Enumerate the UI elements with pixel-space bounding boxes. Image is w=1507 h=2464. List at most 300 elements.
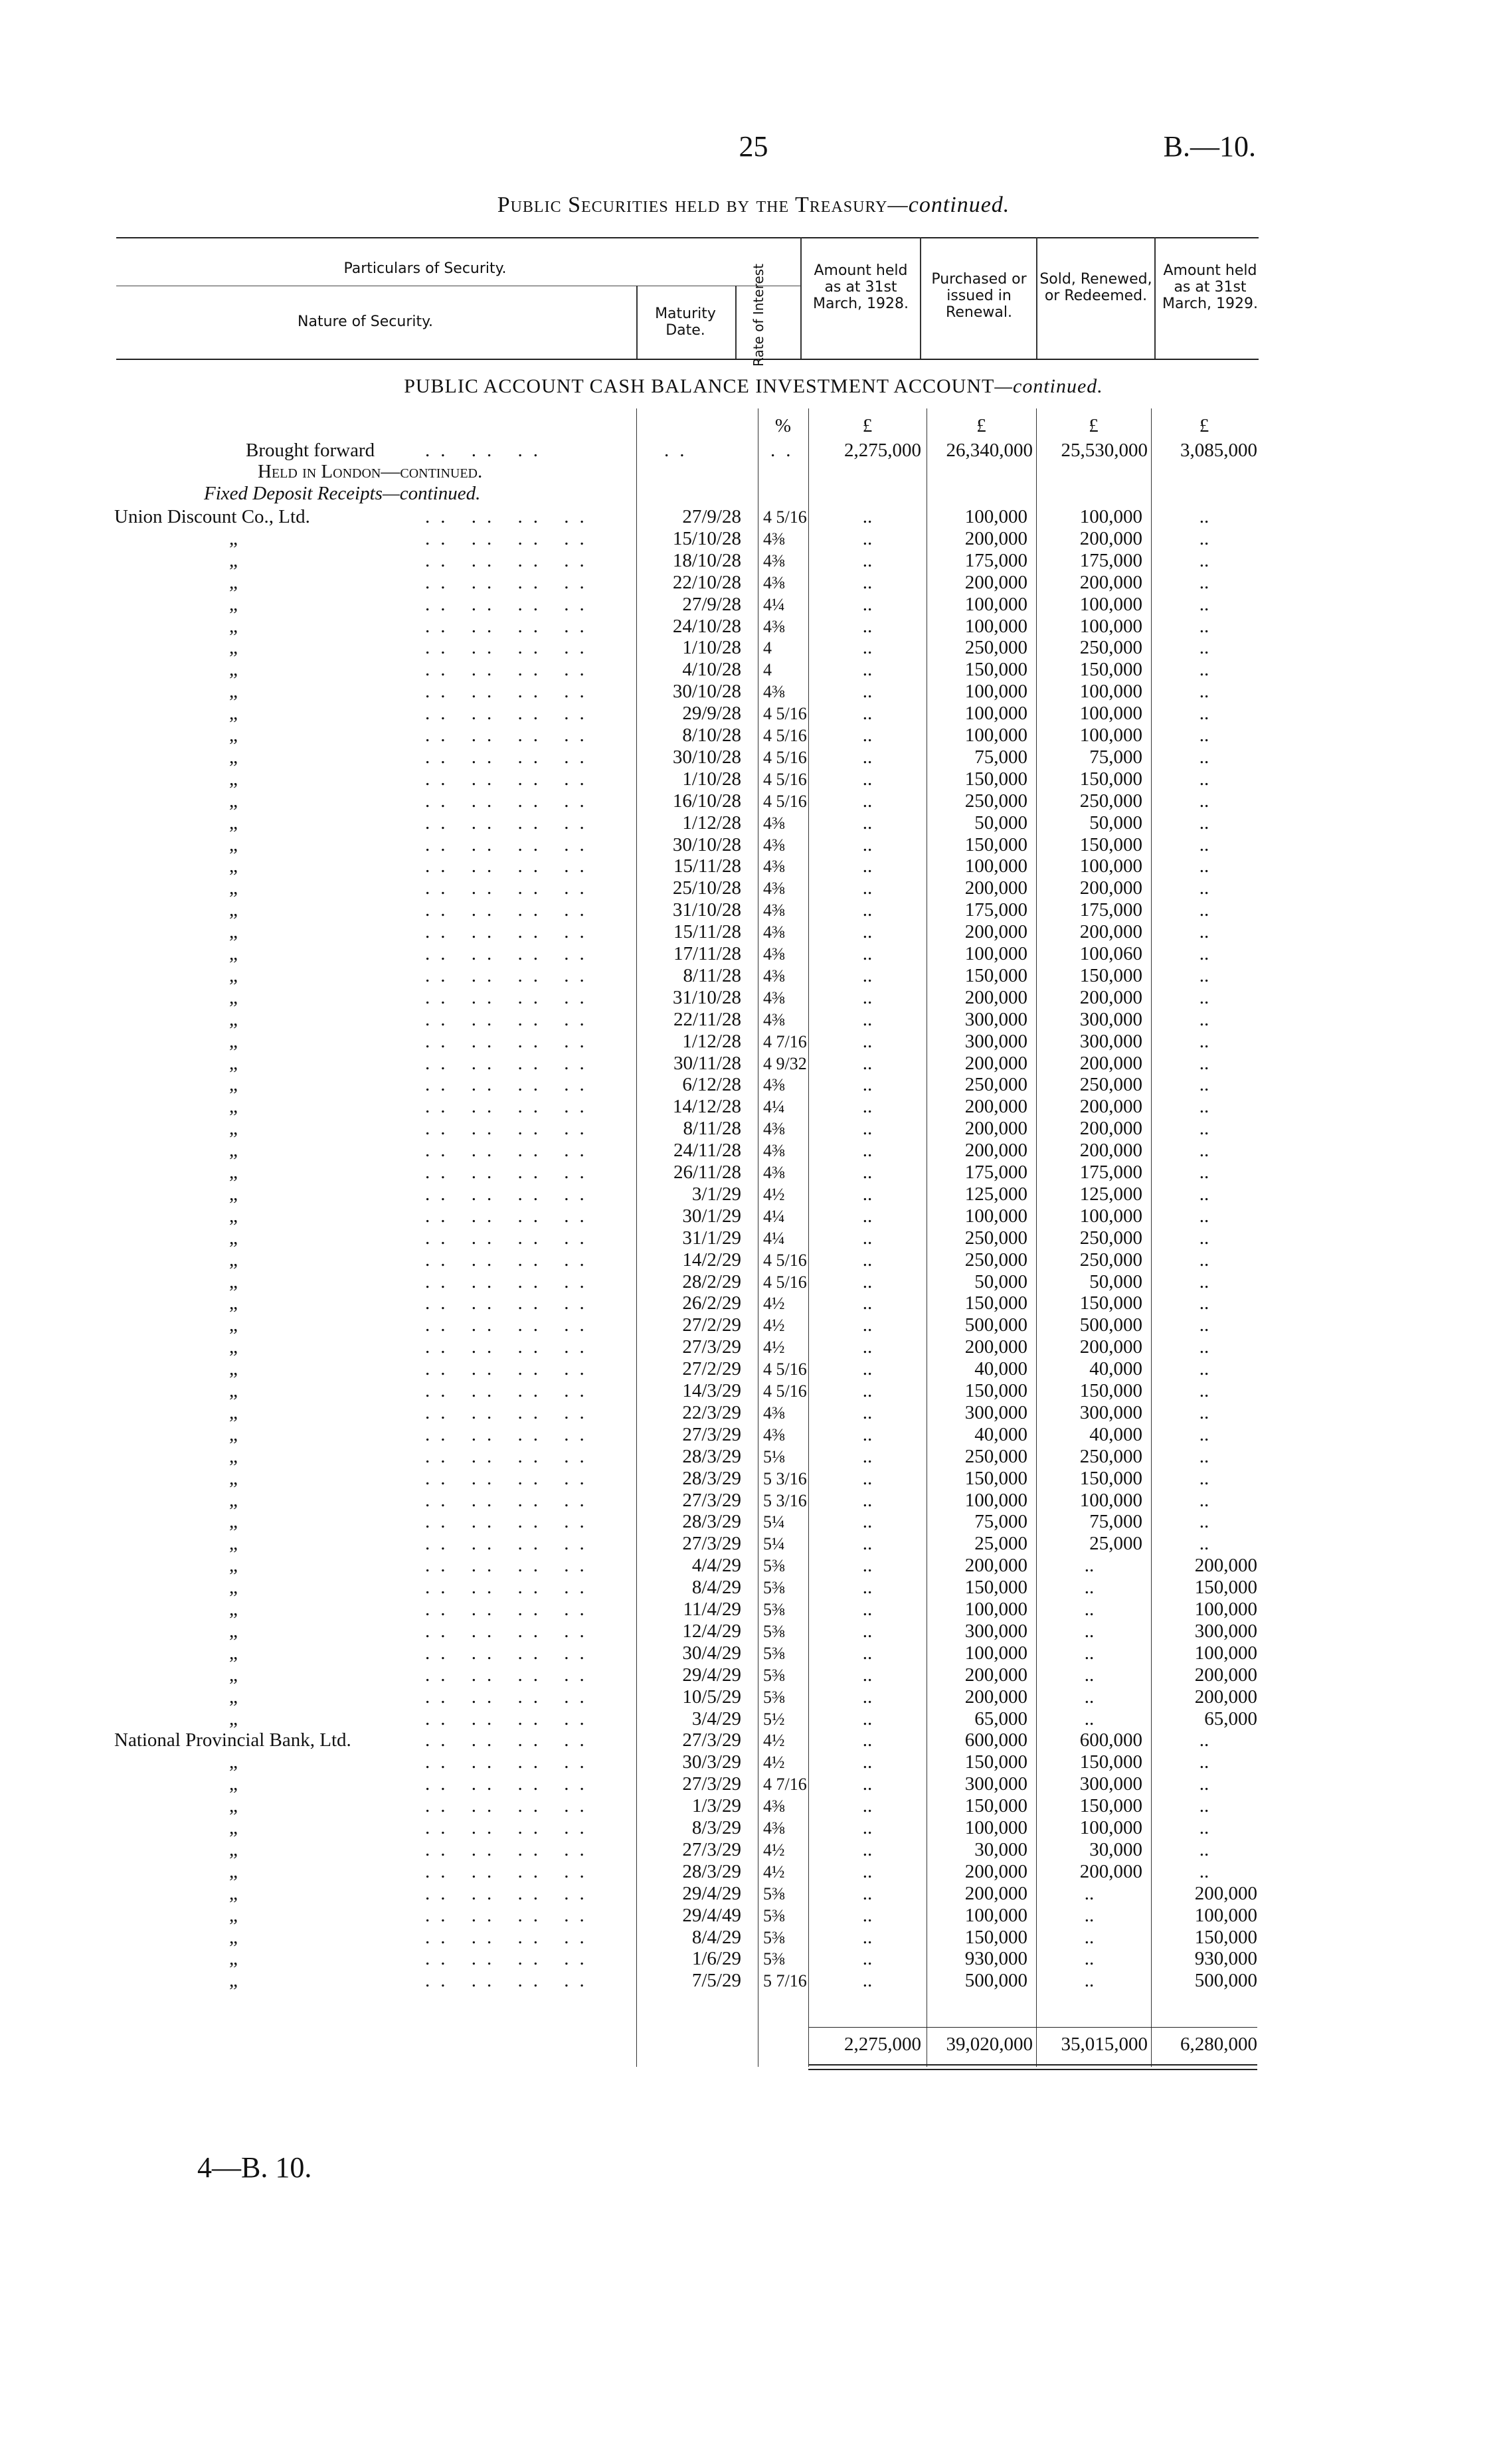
row-purchased: 100,000 [964,725,1027,746]
row-purchased: 100,000 [964,943,1027,964]
row-rate: 4⅜ [763,1163,785,1182]
row-sold: 175,000 [1079,550,1142,571]
row-purchased: 250,000 [964,1249,1027,1271]
row-held-1929: 65,000 [1204,1708,1257,1729]
leader-dots: .. .. .. .. [425,550,595,571]
leader-dots: .. .. .. .. [425,1074,595,1095]
row-held-1928: .. [862,1642,873,1664]
header-divider-3 [800,237,802,359]
row-date: 31/1/29 [682,1227,741,1249]
row-rate: 4 5/16 [763,748,807,767]
leader-dots: .. .. .. .. [425,1927,595,1948]
row-security-name: „ [229,1883,238,1904]
row-rate: 4½ [763,1316,785,1335]
row-rate: 4 5/16 [763,792,807,811]
row-rate: 5¼ [763,1534,785,1553]
row-rate: 4⅜ [763,551,785,571]
row-security-name: „ [229,1948,238,1969]
leader-dots: .. .. .. .. [425,1948,595,1969]
leader-dots: .. .. .. .. [425,1511,595,1532]
row-held-1928: .. [862,921,873,942]
row-purchased: 25,000 [974,1533,1027,1554]
row-date: 27/3/29 [682,1773,741,1795]
row-held-1928: .. [862,1817,873,1838]
row-rate: 4⅜ [763,966,785,986]
row-security-name: „ [229,965,238,986]
row-purchased: 150,000 [964,768,1027,790]
row-held-1928: .. [862,1249,873,1271]
row-rate: 5⅜ [763,1578,785,1597]
leader-dots: .. .. .. .. [425,1118,595,1139]
row-date: 27/2/29 [682,1358,741,1379]
row-purchased: 150,000 [964,1577,1027,1598]
row-date: 27/3/29 [682,1424,741,1445]
col-header-purchased: Purchased or issued in Renewal. [931,271,1027,321]
unit-sold: £ [1089,415,1099,436]
row-purchased: 100,000 [964,616,1027,637]
row-security-name: „ [229,1577,238,1598]
row-rate: 5¼ [763,1512,785,1532]
row-held-1929: .. [1199,1009,1209,1030]
row-date: 30/10/28 [672,747,741,768]
row-sold: 300,000 [1079,1773,1142,1795]
row-date: 8/4/29 [691,1577,741,1598]
row-held-1928: .. [862,1162,873,1183]
leader-dots: .. .. .. .. [425,594,595,615]
row-purchased: 40,000 [974,1424,1027,1445]
row-held-1928: .. [862,1031,873,1052]
page-title-main: Public Securities held by the Treasury [497,193,888,217]
row-held-1929: .. [1199,550,1209,571]
row-date: 30/10/28 [672,681,741,702]
row-rate: 4⅜ [763,1425,785,1445]
row-date: 29/4/29 [682,1664,741,1686]
row-sold: 100,000 [1079,725,1142,746]
row-held-1928: .. [862,1184,873,1205]
row-rate: 5⅜ [763,1600,785,1619]
row-purchased: 200,000 [964,1118,1027,1139]
row-security-name: „ [229,1380,238,1401]
leader-dots: .. .. .. .. [425,747,595,768]
leader-dots: .. .. .. .. [425,1380,595,1401]
row-security-name: „ [229,637,238,658]
leader-dots: .. .. .. .. [425,1729,595,1751]
header-bottom-rule [116,359,1259,360]
row-date: 3/4/29 [691,1708,741,1729]
row-date: 1/10/28 [682,768,741,790]
row-security-name: „ [229,1970,238,1991]
row-sold: .. [1084,1905,1095,1926]
row-security-name: „ [229,550,238,571]
row-date: 15/11/28 [673,921,741,942]
row-held-1928: .. [862,1227,873,1249]
row-date: 1/10/28 [682,637,741,658]
row-purchased: 250,000 [964,1227,1027,1249]
row-sold: 600,000 [1079,1729,1142,1751]
row-held-1928: .. [862,659,873,680]
row-held-1928: .. [862,1970,873,1991]
row-security-name: „ [229,725,238,746]
row-rate: 4⅜ [763,836,785,855]
row-purchased: 200,000 [964,877,1027,899]
row-held-1929: .. [1199,572,1209,593]
page-title [0,193,1507,218]
row-held-1928: .. [862,965,873,986]
row-purchased: 150,000 [964,1292,1027,1314]
total-sold: 35,015,000 [1061,2034,1148,2055]
leader-dots: .. .. .. .. [425,812,595,834]
row-sold: 150,000 [1079,1292,1142,1314]
row-rate: 4 5/16 [763,770,807,789]
row-security-name: „ [229,1118,238,1139]
row-sold: 250,000 [1079,1074,1142,1095]
col-header-held-1928: Amount held as at 31st March, 1928. [812,262,909,312]
leader-dots: .. .. .. .. [425,1314,595,1336]
row-held-1929: .. [1199,1468,1209,1489]
row-held-1928: .. [862,1402,873,1423]
row-held-1929: 100,000 [1194,1905,1257,1926]
header-top-rule [116,237,1259,238]
row-date: 29/9/28 [682,703,741,724]
row-held-1929: .. [1199,1861,1209,1882]
row-sold: 150,000 [1079,965,1142,986]
row-held-1929: .. [1199,616,1209,637]
leader-dots: .. .. .. .. [425,1621,595,1642]
row-sold: .. [1084,1664,1095,1686]
leader-dots: .. .. .. .. [425,1249,595,1271]
row-sold: 300,000 [1079,1402,1142,1423]
leader-dots: .. .. .. .. [425,1970,595,1991]
row-held-1929: .. [1199,1053,1209,1074]
row-date: 24/11/28 [673,1140,741,1161]
header-divider-5 [1036,237,1037,359]
row-sold: 40,000 [1089,1358,1142,1379]
row-date: 1/6/29 [691,1948,741,1969]
row-sold: 100,000 [1079,681,1142,702]
row-date: 8/3/29 [691,1817,741,1838]
row-date: 29/4/29 [682,1883,741,1904]
row-security-name: „ [229,1009,238,1030]
row-date: 27/2/29 [682,1314,741,1336]
row-purchased: 100,000 [964,1599,1027,1620]
row-purchased: 175,000 [964,899,1027,921]
row-security-name: „ [229,1096,238,1117]
leader-dots: .. .. .. .. [425,965,595,986]
row-security-name: „ [229,681,238,702]
row-sold: 100,000 [1079,855,1142,877]
row-rate: 5⅛ [763,1447,785,1466]
leader-dots: .. .. .. .. [425,528,595,549]
row-rate: 5⅜ [763,1622,785,1641]
row-purchased: 250,000 [964,1074,1027,1095]
row-date: 31/10/28 [672,899,741,921]
row-rate: 4⅜ [763,1403,785,1423]
section-title [0,375,1507,398]
row-date: 11/4/29 [683,1599,741,1620]
row-held-1928: .. [862,1927,873,1948]
row-sold: 50,000 [1089,812,1142,834]
leader-dots: .. .. .. .. [425,1817,595,1838]
row-held-1928: .. [862,1948,873,1969]
row-held-1928: .. [862,506,873,527]
row-purchased: 100,000 [964,1490,1027,1511]
row-held-1928: .. [862,1205,873,1227]
row-held-1929: .. [1199,1205,1209,1227]
row-held-1928: .. [862,1751,873,1773]
leader-dots: .. .. .. .. [425,681,595,702]
row-sold: .. [1084,1642,1095,1664]
row-purchased: 200,000 [964,1140,1027,1161]
row-held-1928: .. [862,1009,873,1030]
leader-dots: .. .. .. .. [425,943,595,964]
row-rate: 4⅜ [763,901,785,920]
row-held-1928: .. [862,1292,873,1314]
row-date: 7/5/29 [691,1970,741,1991]
row-date: 30/4/29 [682,1642,741,1664]
row-held-1928: .. [862,1140,873,1161]
row-purchased: 100,000 [964,703,1027,724]
leader-dots: .. .. .. .. [425,1140,595,1161]
row-date: 8/11/28 [683,1118,741,1139]
row-security-name: „ [229,1708,238,1729]
row-purchased: 200,000 [964,1883,1027,1904]
row-date: 28/2/29 [682,1271,741,1292]
row-sold: 50,000 [1089,1271,1142,1292]
row-rate: 4 7/16 [763,1775,807,1794]
row-held-1928: .. [862,834,873,855]
row-held-1929: .. [1199,790,1209,812]
row-purchased: 200,000 [964,1664,1027,1686]
row-held-1928: .. [862,1118,873,1139]
row-security-name: „ [229,812,238,834]
row-rate: 5⅜ [763,1928,785,1947]
row-purchased: 100,000 [964,1905,1027,1926]
row-held-1928: .. [862,1555,873,1576]
leader-dots: .. .. .. .. [425,1205,595,1227]
row-held-1929: .. [1199,943,1209,964]
row-held-1928: .. [862,790,873,812]
row-held-1928: .. [862,1096,873,1117]
row-date: 8/10/28 [682,725,741,746]
leader-dots: .. .. .. .. [425,1839,595,1860]
totals-double-rule [808,2064,1257,2070]
row-purchased: 75,000 [974,747,1027,768]
row-purchased: 150,000 [964,834,1027,855]
row-date: 27/3/29 [682,1729,741,1751]
row-security-name: „ [229,1621,238,1642]
row-sold: 100,000 [1079,1490,1142,1511]
row-security-name: „ [229,1314,238,1336]
row-security-name: „ [229,1402,238,1423]
total-purchased: 39,020,000 [946,2034,1033,2055]
row-held-1928: .. [862,855,873,877]
row-held-1928: .. [862,637,873,658]
row-security-name: National Provincial Bank, Ltd. [114,1729,351,1751]
brought-forward-purchased: 26,340,000 [946,440,1033,461]
row-date: 22/10/28 [672,572,741,593]
col-header-particulars: Particulars of Security. [343,260,507,277]
row-sold: 150,000 [1079,834,1142,855]
row-sold: 200,000 [1079,528,1142,549]
footer-code: 4—B. 10. [197,2151,312,2184]
row-sold: .. [1084,1927,1095,1948]
row-purchased: 100,000 [964,1817,1027,1838]
row-held-1928: .. [862,616,873,637]
row-rate: 4 5/16 [763,1273,807,1292]
row-sold: 150,000 [1079,659,1142,680]
row-held-1928: .. [862,899,873,921]
row-held-1929: .. [1199,1336,1209,1358]
row-purchased: 300,000 [964,1031,1027,1052]
row-date: 14/12/28 [672,1096,741,1117]
row-sold: 250,000 [1079,637,1142,658]
row-sold: 100,000 [1079,1817,1142,1838]
row-purchased: 250,000 [964,1446,1027,1467]
row-rate: 5 3/16 [763,1491,807,1510]
row-sold: .. [1084,1970,1095,1991]
leader-dots: .. .. .. .. [425,1795,595,1816]
row-security-name: „ [229,1271,238,1292]
row-security-name: „ [229,1795,238,1816]
row-purchased: 300,000 [964,1009,1027,1030]
page-number: 25 [739,130,768,163]
row-security-name: „ [229,987,238,1008]
row-rate: 4¼ [763,1229,785,1248]
row-held-1928: .. [862,1074,873,1095]
row-security-name: „ [229,1227,238,1249]
row-purchased: 200,000 [964,987,1027,1008]
row-rate: 4½ [763,1185,785,1204]
row-held-1929: .. [1199,747,1209,768]
row-security-name: „ [229,1292,238,1314]
page-title-continued: —continued. [887,193,1010,217]
row-rate: 4½ [763,1840,785,1860]
row-rate: 4⅜ [763,857,785,876]
row-security-name: „ [229,1905,238,1926]
row-held-1928: .. [862,1905,873,1926]
row-rate: 4 5/16 [763,1251,807,1270]
row-held-1929: .. [1199,528,1209,549]
row-held-1928: .. [862,528,873,549]
row-held-1929: .. [1199,812,1209,834]
col-header-held-1929: Amount held as at 31st March, 1929. [1162,262,1259,312]
leader-dots: .. .. .. [425,440,549,461]
row-date: 29/4/49 [682,1905,741,1926]
row-rate: 4⅜ [763,944,785,964]
row-sold: 175,000 [1079,899,1142,921]
row-purchased: 200,000 [964,921,1027,942]
row-sold: 250,000 [1079,790,1142,812]
row-sold: 250,000 [1079,1446,1142,1467]
row-held-1929: .. [1199,1314,1209,1336]
leader-dots: .. .. .. .. [425,987,595,1008]
row-date: 24/10/28 [672,616,741,637]
row-rate: 5⅜ [763,1556,785,1575]
leader-dots: .. .. .. .. [425,659,595,680]
row-sold: .. [1084,1621,1095,1642]
row-sold: 200,000 [1079,1096,1142,1117]
row-sold: 150,000 [1079,1468,1142,1489]
row-held-1928: .. [862,1511,873,1532]
leader-dots: .. .. .. .. [425,616,595,637]
row-sold: 200,000 [1079,877,1142,899]
row-security-name: „ [229,790,238,812]
row-security-name: „ [229,1686,238,1708]
leader-dots: .. .. .. .. [425,1424,595,1445]
row-security-name: „ [229,1205,238,1227]
row-held-1928: .. [862,681,873,702]
row-held-1928: .. [862,1490,873,1511]
row-security-name: „ [229,1184,238,1205]
row-date: 1/12/28 [682,1031,741,1052]
row-purchased: 150,000 [964,1468,1027,1489]
row-rate: 5½ [763,1710,785,1729]
row-held-1929: .. [1199,1424,1209,1445]
row-date: 18/10/28 [672,550,741,571]
row-held-1929: 200,000 [1194,1664,1257,1686]
row-sold: 100,000 [1079,1205,1142,1227]
row-date: 22/3/29 [682,1402,741,1423]
row-purchased: 200,000 [964,1686,1027,1708]
row-held-1929: 150,000 [1194,1927,1257,1948]
row-held-1928: .. [862,1773,873,1795]
row-rate: 4⅜ [763,988,785,1008]
row-held-1929: .. [1199,1839,1209,1860]
row-purchased: 100,000 [964,506,1027,527]
row-security-name: „ [229,1839,238,1860]
row-rate: 4⅜ [763,879,785,898]
row-sold: 30,000 [1089,1839,1142,1860]
brought-forward-sold: 25,530,000 [1061,440,1148,461]
row-date: 30/3/29 [682,1751,741,1773]
row-security-name: „ [229,1336,238,1358]
row-security-name: „ [229,899,238,921]
row-sold: .. [1084,1686,1095,1708]
row-held-1929: .. [1199,899,1209,921]
row-purchased: 500,000 [964,1314,1027,1336]
row-held-1929: .. [1199,1751,1209,1773]
row-purchased: 200,000 [964,1096,1027,1117]
row-rate: 5⅜ [763,1949,785,1969]
row-date: 1/3/29 [691,1795,741,1816]
row-purchased: 100,000 [964,1205,1027,1227]
row-purchased: 250,000 [964,790,1027,812]
row-held-1928: .. [862,1314,873,1336]
row-sold: .. [1084,1883,1095,1904]
row-rate: 4¼ [763,1207,785,1226]
leader-dots: .. .. .. .. [425,1751,595,1773]
row-date: 25/10/28 [672,877,741,899]
row-security-name: „ [229,1490,238,1511]
row-sold: 100,000 [1079,506,1142,527]
row-security-name: Union Discount Co., Ltd. [114,506,310,527]
row-rate: 4½ [763,1753,785,1772]
row-date: 4/10/28 [682,659,741,680]
row-sold: 200,000 [1079,572,1142,593]
row-held-1929: .. [1199,1402,1209,1423]
row-held-1928: .. [862,877,873,899]
row-held-1929: .. [1199,1249,1209,1271]
row-held-1928: .. [862,747,873,768]
header-divider-1 [636,286,638,359]
row-date: 15/11/28 [673,855,741,877]
row-rate: 4⅜ [763,1075,785,1095]
row-sold: 100,000 [1079,594,1142,615]
leader-dots: .. .. .. .. [425,1490,595,1511]
leader-dots: .. .. .. .. [425,1664,595,1686]
row-rate: 5⅜ [763,1688,785,1707]
row-rate: 4½ [763,1294,785,1313]
